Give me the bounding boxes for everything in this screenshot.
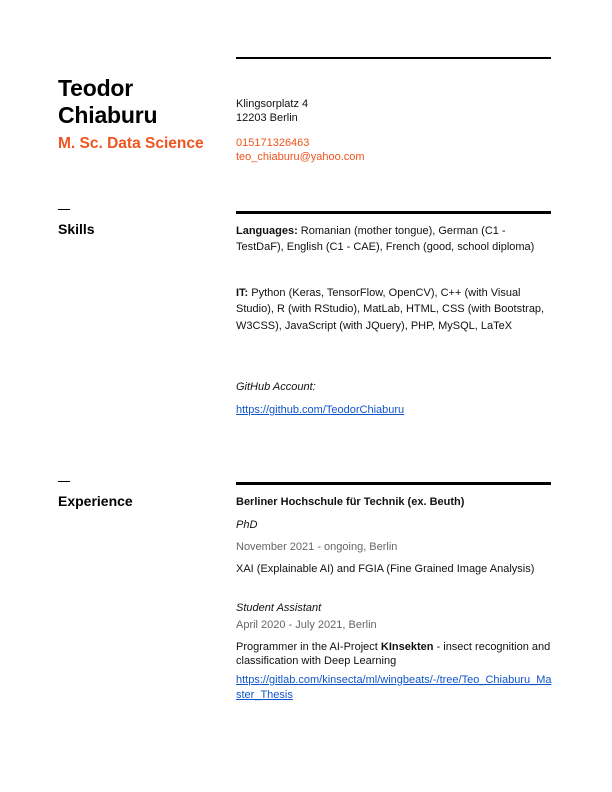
github-link-wrap [236, 403, 554, 417]
languages-label: Languages: [236, 225, 298, 237]
github-label-text: GitHub Account: [236, 381, 316, 393]
skills-languages [236, 223, 554, 256]
section-dash [58, 481, 70, 482]
candidate-title: M. Sc. Data Science [58, 135, 204, 152]
github-link[interactable]: https://github.com/TeodorChiaburu [236, 404, 405, 416]
role-desc: XAI (Explainable AI) and FGIA (Fine Grained Image Analysis) [236, 563, 535, 575]
skills-rule [236, 211, 551, 214]
email[interactable]: teo_chiaburu@yahoo.com [236, 151, 365, 163]
desc-text: - insect recognition and classification with Deep Learning [236, 641, 551, 667]
role-title [236, 518, 554, 532]
role-title-text: PhD [236, 519, 258, 531]
phone[interactable]: 015171326463 [236, 137, 310, 149]
it-text: Python (Keras, TensorFlow, OpenCV), C++ (with Visual Studio), R (with RStudio), MatLab, HTML, CSS (with Bootstrap, W3CSS), JavaScript (with JQuery), PHP, MySQL, LaTeX [236, 287, 545, 332]
role-title-text: Student Assistant [236, 602, 322, 614]
experience-rule [236, 482, 551, 485]
header-rule [236, 57, 551, 59]
experience-heading: Experience [58, 493, 133, 509]
it-label: IT: [236, 287, 249, 299]
role-link-wrap [236, 673, 554, 703]
address-line2: 12203 Berlin [236, 112, 298, 124]
github-label [236, 380, 554, 394]
role-dates: April 2020 - July 2021, Berlin [236, 619, 377, 631]
contact-block [236, 97, 554, 164]
desc-text: Programmer in the AI-Project [236, 641, 381, 653]
address-line1: Klingsorplatz 4 [236, 98, 309, 110]
project-name: KInsekten [380, 641, 434, 653]
first-name: Teodor [58, 75, 134, 101]
skills-heading: Skills [58, 221, 95, 237]
section-dash [58, 209, 70, 210]
languages-text: Romanian (mother tongue), German (C1 - TestDaF), English (C1 - CAE), French (good, school diploma) [236, 225, 535, 254]
last-name: Chiaburu [58, 102, 158, 128]
candidate-name [58, 75, 157, 129]
role-dates: November 2021 - ongoing, Berlin [236, 541, 398, 553]
role-title [236, 601, 554, 615]
role-desc [236, 640, 554, 668]
gitlab-link[interactable]: https://gitlab.com/kinsecta/ml/wingbeats/-/tree/Teo_Chiaburu_Master_Thesis [236, 674, 552, 701]
skills-it [236, 285, 554, 334]
employer: Berliner Hochschule für Technik (ex. Beuth) [236, 496, 465, 508]
